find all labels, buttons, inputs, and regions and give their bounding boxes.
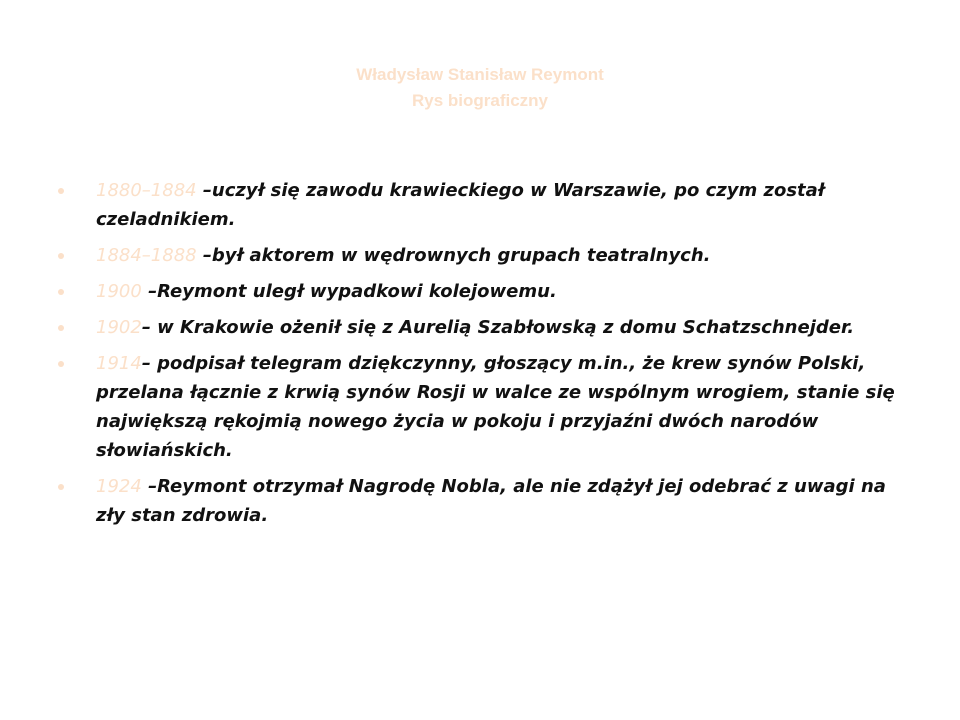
title-line-2: Rys biograficzny: [411, 91, 549, 110]
list-item: [58, 241, 908, 270]
bullet-dot-icon: [58, 188, 64, 194]
bullet-list: [58, 176, 908, 537]
bullet-year: 1880–1884: [96, 180, 197, 201]
list-item: [58, 313, 908, 342]
bullet-dot-icon: [58, 361, 64, 367]
bullet-dot-icon: [58, 253, 64, 259]
bullet-text: –Reymont uległ wypadkowi kolejowemu.: [141, 281, 557, 302]
bullet-year: 1914: [96, 353, 142, 374]
list-item: [58, 277, 908, 306]
list-item: [58, 176, 908, 234]
bullet-text: –uczył się zawodu krawieckiego w Warszawie, po czym został czeladnikiem.: [96, 180, 825, 230]
list-item: [58, 472, 908, 530]
list-item: [58, 349, 908, 465]
bullet-text: –Reymont otrzymał Nagrodę Nobla, ale nie zdążył jej odebrać z uwagi na zły stan zdrowia.: [96, 476, 886, 526]
bullet-text: –był aktorem w wędrownych grupach teatralnych.: [196, 245, 711, 266]
bullet-text: – w Krakowie ożenił się z Aurelią Szabłowską z domu Schatzschnejder.: [141, 317, 855, 338]
title-line-1: Władysław Stanisław Reymont: [356, 65, 604, 84]
bullet-dot-icon: [58, 325, 64, 331]
bullet-year: 1900: [96, 281, 142, 302]
bullet-dot-icon: [58, 484, 64, 490]
bullet-year: 1902: [96, 317, 142, 338]
bullet-text: – podpisał telegram dziękczynny, głoszący m.in., że krew synów Polski, przelana łącznie z krwią synów Rosji w walce ze wspólnym wrogiem, stanie się największą rękojmią nowego życia w pokoju i przyjaźni dwóch narodów słowiańskich.: [96, 353, 895, 461]
bullet-year: 1884–1888: [96, 245, 197, 266]
slide-title: [0, 62, 960, 114]
bullet-year: 1924: [96, 476, 142, 497]
bullet-dot-icon: [58, 289, 64, 295]
